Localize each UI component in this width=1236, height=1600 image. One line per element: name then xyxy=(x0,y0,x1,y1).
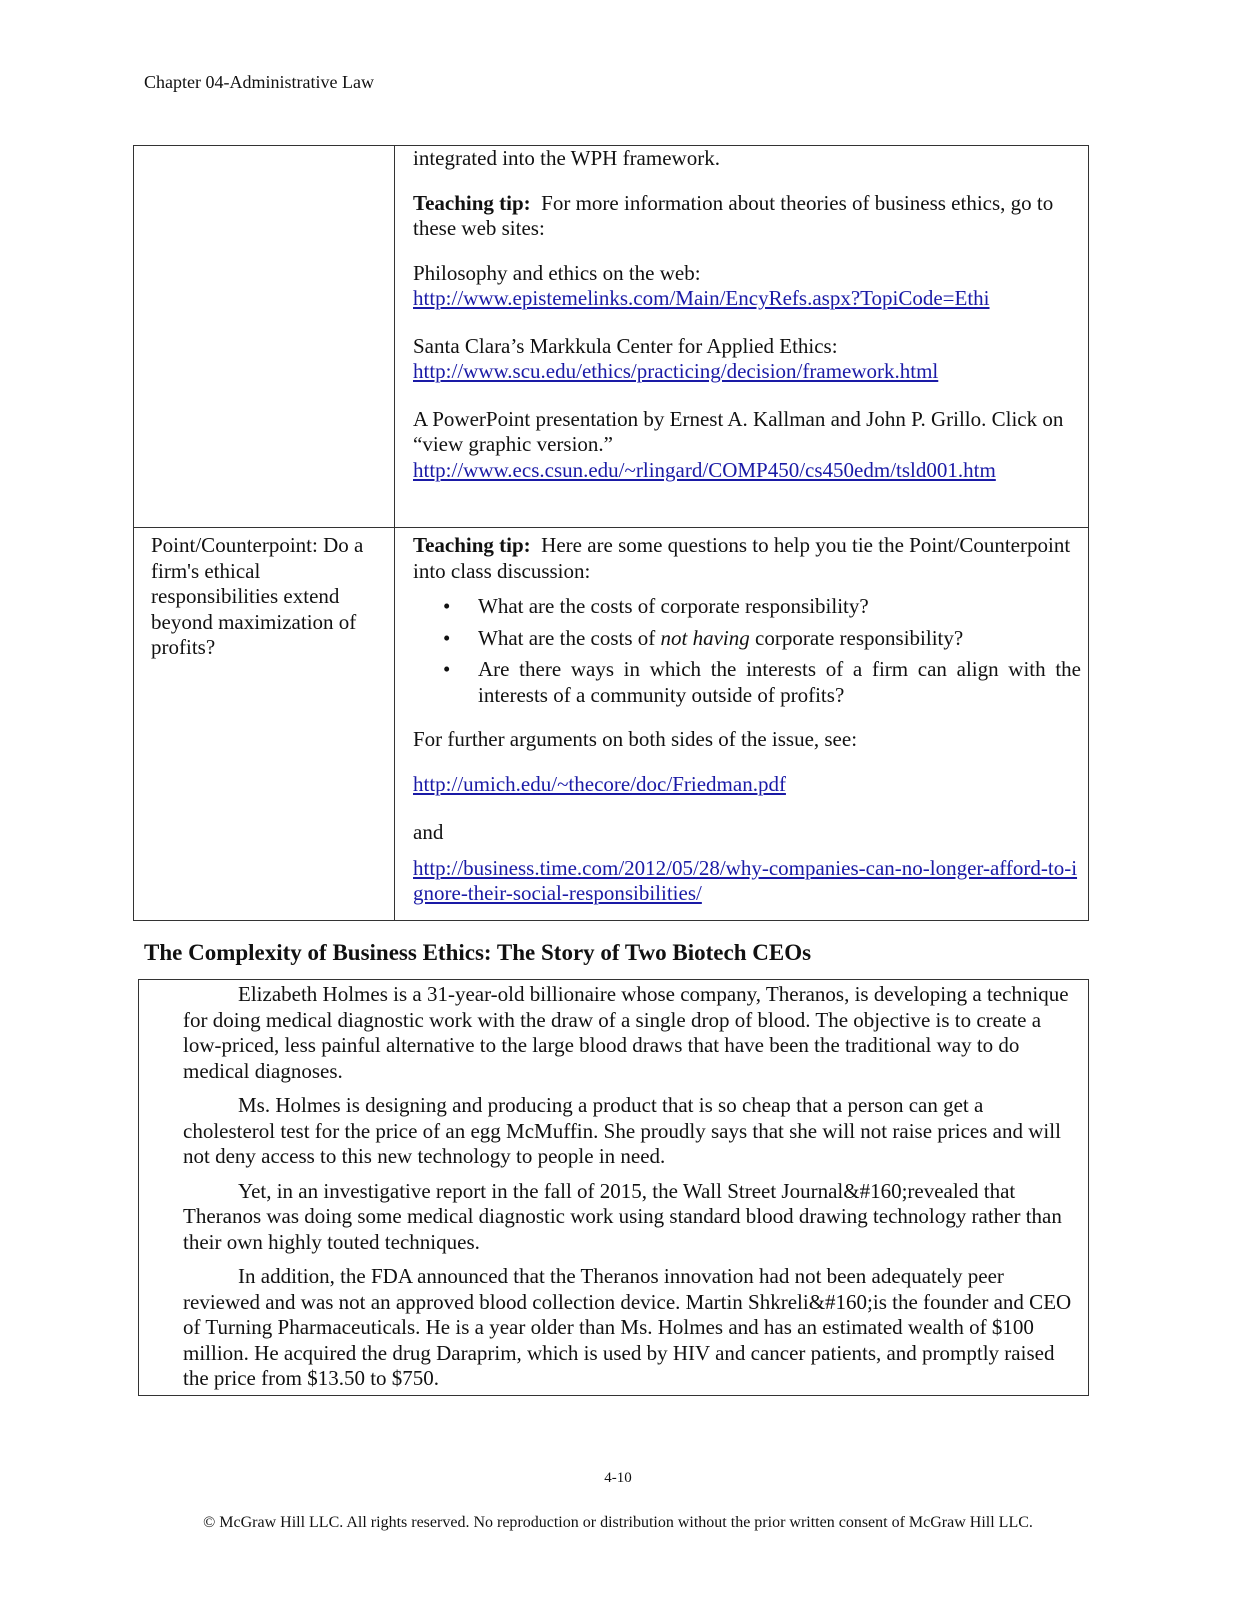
row1-intro-text: integrated into the WPH framework. xyxy=(413,146,720,170)
link-scu-framework[interactable]: http://www.scu.edu/ethics/practicing/decision/framework.html xyxy=(413,359,939,383)
link-epistemelinks[interactable]: http://www.epistemelinks.com/Main/EncyRefs.aspx?TopiCode=Ethi xyxy=(413,286,990,310)
list-item: • What are the costs of corporate responsibility? xyxy=(443,594,869,618)
column-divider xyxy=(394,146,395,920)
page-number: 4-10 xyxy=(604,1470,632,1486)
teaching-tip-text: Here are some questions to help you tie the Point/Counterpoint into class discussion: xyxy=(413,533,1076,583)
bullet-icon: • xyxy=(443,594,451,618)
row2-teaching-tip xyxy=(413,533,1081,584)
teaching-tip-label: Teaching tip: xyxy=(413,533,531,557)
section-title: The Complexity of Business Ethics: The Story of Two Biotech CEOs xyxy=(144,940,812,965)
point-counterpoint-label: Point/Counterpoint: Do a firm's ethical responsibilities extend beyond maximization of profits? xyxy=(151,533,364,659)
bullet-icon: • xyxy=(443,657,451,681)
story-text xyxy=(183,982,1075,1401)
list-item: • What are the costs of not having corporate responsibility? xyxy=(443,625,964,650)
story-paragraph: In addition, the FDA announced that the Theranos innovation had not been adequately peer reviewed and was not an approved blood collection device. Martin Shkreli&#160;is the founder and CEO of Turning Pharmaceuticals. He is a year older than Ms. Holmes and has an estimated wealth of $100 million. He acquired the drug Daraprim, which is used by HIV and cancer patients, and promptly raised the price from $13.50 to $750. xyxy=(183,1264,1072,1390)
link-friedman-pdf[interactable]: http://umich.edu/~thecore/doc/Friedman.pdf xyxy=(413,771,786,796)
story-paragraph: Ms. Holmes is designing and producing a product that is so cheap that a person can get a cholesterol test for the price of an egg McMuffin. She proudly says that she will not raise prices and will not deny access to this new technology to people in need. xyxy=(183,1093,1061,1168)
discussion-questions xyxy=(413,594,1081,708)
story-box xyxy=(138,979,1089,1396)
notes-table xyxy=(133,145,1089,921)
teaching-tip-label: Teaching tip: xyxy=(413,190,531,215)
link3-block xyxy=(413,407,1081,484)
link-time-business[interactable]: http://business.time.com/2012/05/28/why-companies-can-no-longer-afford-to-ignore-their-social-responsibilities/ xyxy=(413,855,1078,905)
row-divider xyxy=(134,527,1088,528)
row2-content-cell xyxy=(413,533,1081,926)
further-arguments-text: For further arguments on both sides of the issue, see: xyxy=(413,727,858,751)
teaching-tip-text: For more information about theories of business ethics, go to these web sites: xyxy=(413,190,1059,240)
story-paragraph: Elizabeth Holmes is a 31-year-old billionaire whose company, Theranos, is developing a technique for doing medical diagnostic work with the draw of a single drop of blood. The objective is to create a low-priced, less painful alternative to the large blood draws that have been the traditional way to do medical diagnoses. xyxy=(183,982,1069,1083)
bullet-icon: • xyxy=(443,625,451,650)
link1-label: Philosophy and ethics on the web: xyxy=(413,260,701,285)
row1-content-cell xyxy=(413,146,1081,502)
link5-block xyxy=(413,856,1081,907)
list-item: • Are there ways in which the interests of a firm can align with the interests of a community outside of profits? xyxy=(443,657,1081,707)
story-paragraph: Yet, in an investigative report in the fall of 2015, the Wall Street Journal&#160;revealed that Theranos was doing some medical diagnostic work using standard blood drawing technology rather than their own highly touted techniques. xyxy=(183,1178,1062,1254)
chapter-header: Chapter 04-Administrative Law xyxy=(144,72,374,92)
link4-block xyxy=(413,772,1081,798)
link2-label: Santa Clara’s Markkula Center for Applied Ethics: xyxy=(413,333,838,358)
copyright-footer: © McGraw Hill LLC. All rights reserved. No reproduction or distribution without the prior written consent of McGraw Hill LLC. xyxy=(203,1514,1033,1531)
link2-block xyxy=(413,334,1081,385)
link1-block xyxy=(413,261,1081,312)
link3-label: A PowerPoint presentation by Ernest A. Kallman and John P. Grillo. Click on “view graphic version.” xyxy=(413,406,1064,456)
row1-teaching-tip xyxy=(413,191,1081,242)
link-csun-powerpoint[interactable]: http://www.ecs.csun.edu/~rlingard/COMP450/cs450edm/tsld001.htm xyxy=(413,457,996,482)
and-text: and xyxy=(413,820,444,844)
